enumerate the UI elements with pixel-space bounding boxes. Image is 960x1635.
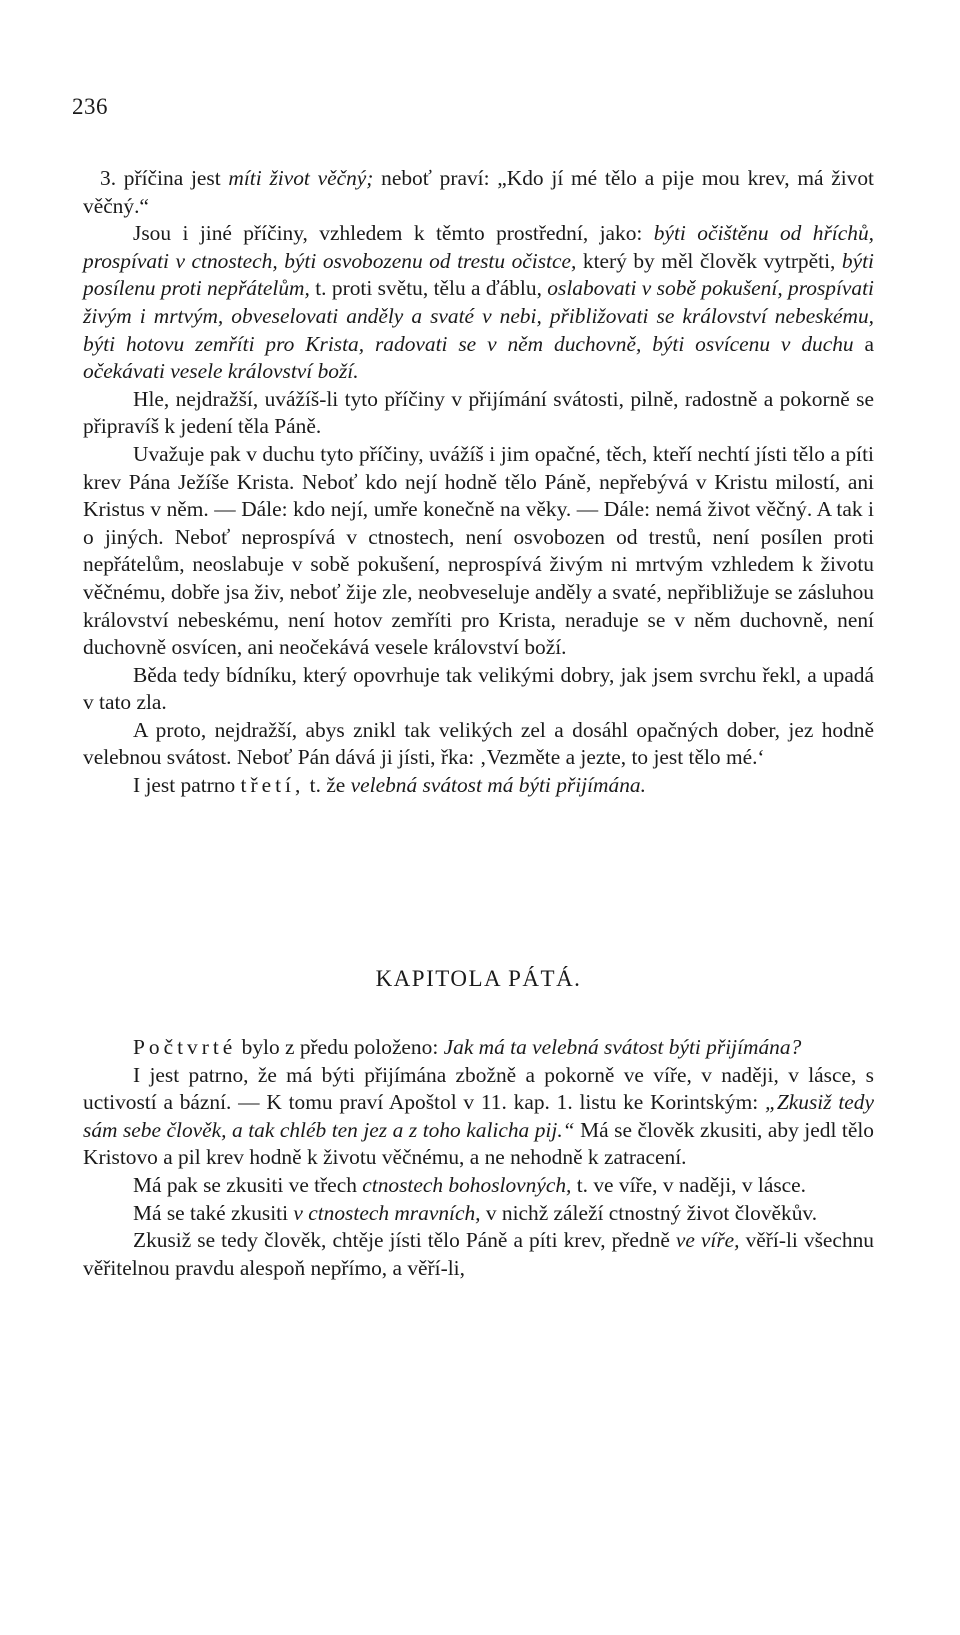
text-run: věří-li všechnu věřitelnou pravdu alespoň nepřímo, a věří-li, [83, 1228, 874, 1280]
paragraph [83, 662, 874, 717]
italic-text: Jak má ta velebná svátost býti přijímána? [443, 1035, 802, 1059]
text-run: 3. příčina jest [100, 166, 229, 190]
paragraph [83, 386, 874, 441]
italic-text: míti život věčný; [228, 166, 374, 190]
page-number: 236 [72, 94, 108, 119]
paragraph [83, 165, 874, 220]
spaced-text: Počtvrté [133, 1035, 237, 1059]
text-run: I jest patrno, že má býti přijímána zbožně a pokorně ve víře, v naději, v lásce, s uctivostí a bázní. — K tomu praví Apoštol v 11. kap. 1. listu ke Korintským: [83, 1062, 874, 1115]
paragraph [83, 772, 874, 800]
paragraph [83, 1200, 874, 1228]
italic-text: ve víře, [675, 1228, 740, 1253]
italic-text: býti posílenu proti nepřátelům, [83, 248, 874, 301]
paragraph [83, 1172, 874, 1200]
text-run: Má pak se zkusiti ve třech [133, 1172, 363, 1197]
italic-text: v ctnostech mravních, [293, 1200, 481, 1225]
text-run: Jsou i jiné příčiny, vzhledem k těmto prostřední, jako: [133, 221, 654, 246]
spaced-text: třetí, [240, 773, 305, 798]
paragraph [83, 441, 874, 662]
italic-text: velebná svátost má býti přijímána. [350, 773, 646, 798]
paragraph [83, 717, 874, 772]
italic-text: ctnostech bohoslovných, [362, 1172, 572, 1197]
text-run: Zkusiž se tedy člověk, chtěje jísti tělo Páně a píti krev, předně [133, 1228, 676, 1253]
text-run: I jest patrno [133, 773, 241, 798]
text-run: Uvažuje pak v duchu tyto příčiny, uvážíš i jim opačné, těch, kteří nechtí jísti tělo a píti krev Pána Ježíše Krista. Neboť kdo nejí hodně tělo Páně, nepřebývá v Kristu milostí, ani Kristus v něm. — Dále: kdo nejí, umře konečně na věky. — Dále: nemá život věčný. A tak i o jiných. Neboť neprospívá v ctnostech, není osvobozen od trestů, není posílen proti nepřátelům, neoslabuje v sobě pokušení, neprospívá živým ni mrtvým vzhledem k životu věčnému, dobře jsa živ, neboť žije zle, neobveseluje anděly a svaté, nepřibližuje se zásluhou království nebeskému, není hotov zemříti pro Krista, neraduje se v něm duchovně, není duchovně osvícen, ani neočekává vesele království boží. [83, 441, 874, 660]
text-run: Má se také zkusiti [133, 1200, 294, 1225]
italic-text: oslabovati v sobě pokušení, prospívati živým i mrtvým, obveselovati anděly a svaté v nebi, přibližovati se království nebeskému, býti hotovu zemříti pro Krista, radovati se v něm duchovně, býti osvícenu v duchu [83, 276, 875, 356]
text-run: a [853, 331, 874, 356]
text-run: t. že [304, 773, 351, 798]
text-run: Běda tedy bídníku, který opovrhuje tak velikými dobry, jak jsem svrchu řekl, a upadá v tato zla. [83, 662, 874, 715]
text-run: bylo z předu položeno: [236, 1035, 444, 1059]
paragraph [83, 1227, 874, 1282]
italic-text: býti očištěnu od hříchů, prospívati v ctnostech, býti osvobozenu od trestu očistce, [83, 221, 874, 273]
text-block-top [83, 165, 874, 800]
text-run: Má se člověk zkusiti, aby jedl tělo Kristovo a pil krev hodně k životu věčnému, a ne nehodně k zatracení. [83, 1117, 874, 1170]
chapter-heading: KAPITOLA PÁTÁ. [375, 966, 582, 991]
text-run: t. ve víře, v naději, v lásce. [571, 1172, 806, 1197]
italic-text: očekávati vesele království boží. [83, 359, 359, 384]
text-block-bottom [83, 1034, 874, 1282]
text-run: Hle, nejdražší, uvážíš-li tyto příčiny v přijímání svátosti, pilně, radostně a pokorně se připravíš k jedení těla Páně. [83, 386, 874, 439]
paragraph [83, 1062, 874, 1172]
text-run: neboť praví: „Kdo jí mé tělo a pije mou krev, má život věčný.“ [83, 166, 874, 218]
text-run: t. proti světu, tělu a ďáblu, [309, 276, 548, 301]
text-run: v nichž záleží ctnostný život člověkův. [480, 1200, 818, 1225]
italic-text: „Zkusiž tedy sám sebe člověk, a tak chléb ten jez a z toho kalicha pij.“ [83, 1090, 874, 1142]
paragraph [83, 220, 874, 386]
paragraph [83, 1034, 874, 1062]
text-run: A proto, nejdražší, abys znikl tak velikých zel a dosáhl opačných dober, jez hodně velebnou svátost. Neboť Pán dává ji jísti, řka: ‚Vezměte a jezte, to jest tělo mé.‘ [83, 717, 874, 770]
text-run: který by měl člověk vytrpěti, [576, 248, 842, 273]
